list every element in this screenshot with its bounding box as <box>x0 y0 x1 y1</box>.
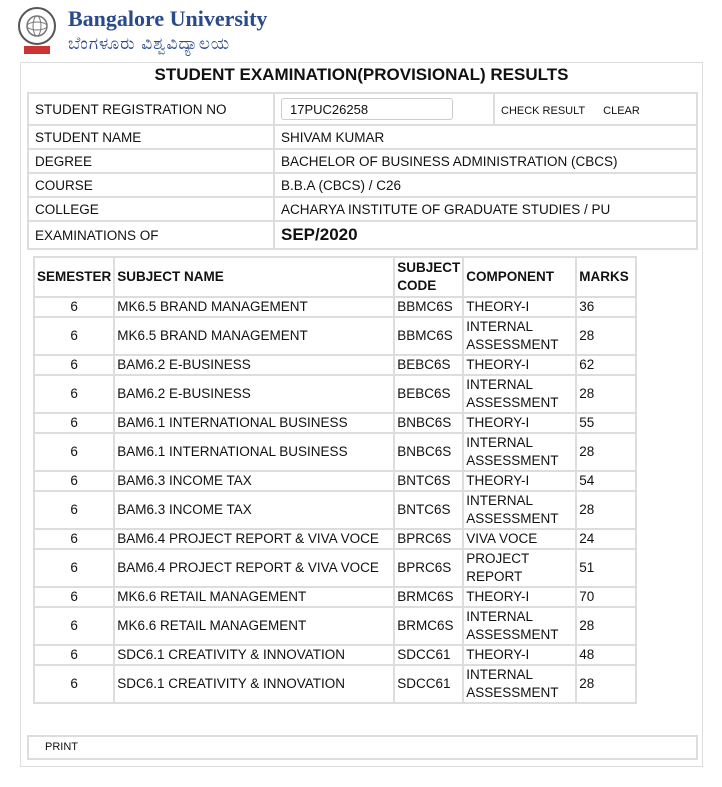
header-marks: MARKS <box>576 257 636 297</box>
cell-subject-name: MK6.6 RETAIL MANAGEMENT <box>114 587 394 607</box>
table-row <box>34 491 636 529</box>
cell-marks: 55 <box>576 413 636 433</box>
cell-marks: 28 <box>576 375 636 413</box>
clear-button[interactable]: CLEAR <box>603 104 640 117</box>
cell-component: THEORY-I <box>463 413 576 433</box>
header-subject-name: SUBJECT NAME <box>114 257 394 297</box>
cell-subject-name: MK6.5 BRAND MANAGEMENT <box>114 317 394 355</box>
university-logo <box>12 4 62 56</box>
cell-subject-code: BPRC6S <box>394 549 463 587</box>
table-row <box>34 297 636 317</box>
course-value: B.B.A (CBCS) / C26 <box>274 173 697 197</box>
cell-subject-name: SDC6.1 CREATIVITY & INNOVATION <box>114 645 394 665</box>
cell-marks: 28 <box>576 433 636 471</box>
cell-component: THEORY-I <box>463 297 576 317</box>
cell-marks: 54 <box>576 471 636 491</box>
cell-subject-name: BAM6.4 PROJECT REPORT & VIVA VOCE <box>114 549 394 587</box>
cell-subject-name: BAM6.3 INCOME TAX <box>114 491 394 529</box>
cell-semester: 6 <box>34 549 114 587</box>
cell-semester: 6 <box>34 645 114 665</box>
cell-marks: 28 <box>576 491 636 529</box>
name-label: STUDENT NAME <box>28 125 274 149</box>
cell-marks: 62 <box>576 355 636 375</box>
cell-component: THEORY-I <box>463 471 576 491</box>
cell-semester: 6 <box>34 491 114 529</box>
table-row <box>34 317 636 355</box>
cell-component: PROJECT REPORT <box>463 549 576 587</box>
cell-subject-name: MK6.5 BRAND MANAGEMENT <box>114 297 394 317</box>
degree-label: DEGREE <box>28 149 274 173</box>
print-button[interactable]: PRINT <box>27 735 698 760</box>
table-row <box>34 665 636 703</box>
cell-semester: 6 <box>34 413 114 433</box>
cell-semester: 6 <box>34 297 114 317</box>
cell-subject-name: BAM6.1 INTERNATIONAL BUSINESS <box>114 413 394 433</box>
cell-subject-name: SDC6.1 CREATIVITY & INNOVATION <box>114 665 394 703</box>
results-table <box>33 256 637 704</box>
results-header-row <box>34 257 636 297</box>
table-row <box>34 433 636 471</box>
table-row <box>34 645 636 665</box>
cell-marks: 36 <box>576 297 636 317</box>
exam-label: EXAMINATIONS OF <box>28 221 274 249</box>
table-row <box>34 607 636 645</box>
header-semester: SEMESTER <box>34 257 114 297</box>
registration-input[interactable]: 17PUC26258 <box>281 98 453 120</box>
cell-subject-code: BBMC6S <box>394 297 463 317</box>
cell-component: INTERNAL ASSESSMENT <box>463 433 576 471</box>
header-subject-code: SUBJECT CODE <box>394 257 463 297</box>
header-component: COMPONENT <box>463 257 576 297</box>
table-row <box>34 587 636 607</box>
cell-semester: 6 <box>34 665 114 703</box>
cell-subject-name: BAM6.1 INTERNATIONAL BUSINESS <box>114 433 394 471</box>
cell-component: THEORY-I <box>463 645 576 665</box>
table-row <box>34 375 636 413</box>
cell-subject-code: BNTC6S <box>394 471 463 491</box>
university-name: Bangalore University <box>68 6 268 31</box>
table-row <box>34 413 636 433</box>
cell-component: INTERNAL ASSESSMENT <box>463 665 576 703</box>
cell-semester: 6 <box>34 433 114 471</box>
cell-subject-code: BEBC6S <box>394 355 463 375</box>
cell-component: VIVA VOCE <box>463 529 576 549</box>
cell-subject-name: BAM6.4 PROJECT REPORT & VIVA VOCE <box>114 529 394 549</box>
cell-subject-code: SDCC61 <box>394 665 463 703</box>
cell-semester: 6 <box>34 587 114 607</box>
table-row <box>34 355 636 375</box>
table-row <box>34 529 636 549</box>
cell-marks: 28 <box>576 665 636 703</box>
cell-subject-code: BPRC6S <box>394 529 463 549</box>
cell-subject-code: BNBC6S <box>394 413 463 433</box>
cell-marks: 70 <box>576 587 636 607</box>
college-label: COLLEGE <box>28 197 274 221</box>
degree-value: BACHELOR OF BUSINESS ADMINISTRATION (CBCS) <box>274 149 697 173</box>
cell-component: INTERNAL ASSESSMENT <box>463 317 576 355</box>
cell-semester: 6 <box>34 355 114 375</box>
cell-subject-code: BBMC6S <box>394 317 463 355</box>
cell-subject-code: BRMC6S <box>394 607 463 645</box>
cell-semester: 6 <box>34 375 114 413</box>
table-row <box>34 549 636 587</box>
reg-label: STUDENT REGISTRATION NO <box>28 93 274 125</box>
cell-marks: 28 <box>576 607 636 645</box>
cell-subject-code: BNTC6S <box>394 491 463 529</box>
results-panel <box>20 62 703 767</box>
exam-value: SEP/2020 <box>274 221 697 249</box>
cell-marks: 28 <box>576 317 636 355</box>
cell-marks: 48 <box>576 645 636 665</box>
cell-subject-code: SDCC61 <box>394 645 463 665</box>
course-label: COURSE <box>28 173 274 197</box>
cell-semester: 6 <box>34 529 114 549</box>
cell-subject-code: BRMC6S <box>394 587 463 607</box>
cell-subject-name: MK6.6 RETAIL MANAGEMENT <box>114 607 394 645</box>
name-value: SHIVAM KUMAR <box>274 125 697 149</box>
cell-component: INTERNAL ASSESSMENT <box>463 375 576 413</box>
cell-subject-code: BNBC6S <box>394 433 463 471</box>
college-value: ACHARYA INSTITUTE OF GRADUATE STUDIES / PU <box>274 197 697 221</box>
page-title: STUDENT EXAMINATION(PROVISIONAL) RESULTS <box>154 65 569 84</box>
cell-subject-code: BEBC6S <box>394 375 463 413</box>
cell-component: THEORY-I <box>463 355 576 375</box>
university-name-kannada: ಬೆಂಗಳೂರು ವಿಶ್ವವಿದ್ಯಾಲಯ <box>68 34 231 53</box>
cell-semester: 6 <box>34 317 114 355</box>
cell-subject-name: BAM6.3 INCOME TAX <box>114 471 394 491</box>
student-info-table <box>27 92 698 250</box>
table-row <box>34 471 636 491</box>
cell-component: INTERNAL ASSESSMENT <box>463 491 576 529</box>
cell-semester: 6 <box>34 607 114 645</box>
cell-semester: 6 <box>34 471 114 491</box>
cell-component: THEORY-I <box>463 587 576 607</box>
cell-component: INTERNAL ASSESSMENT <box>463 607 576 645</box>
cell-marks: 24 <box>576 529 636 549</box>
cell-subject-name: BAM6.2 E-BUSINESS <box>114 375 394 413</box>
check-result-button[interactable]: CHECK RESULT <box>501 104 586 117</box>
cell-marks: 51 <box>576 549 636 587</box>
cell-subject-name: BAM6.2 E-BUSINESS <box>114 355 394 375</box>
